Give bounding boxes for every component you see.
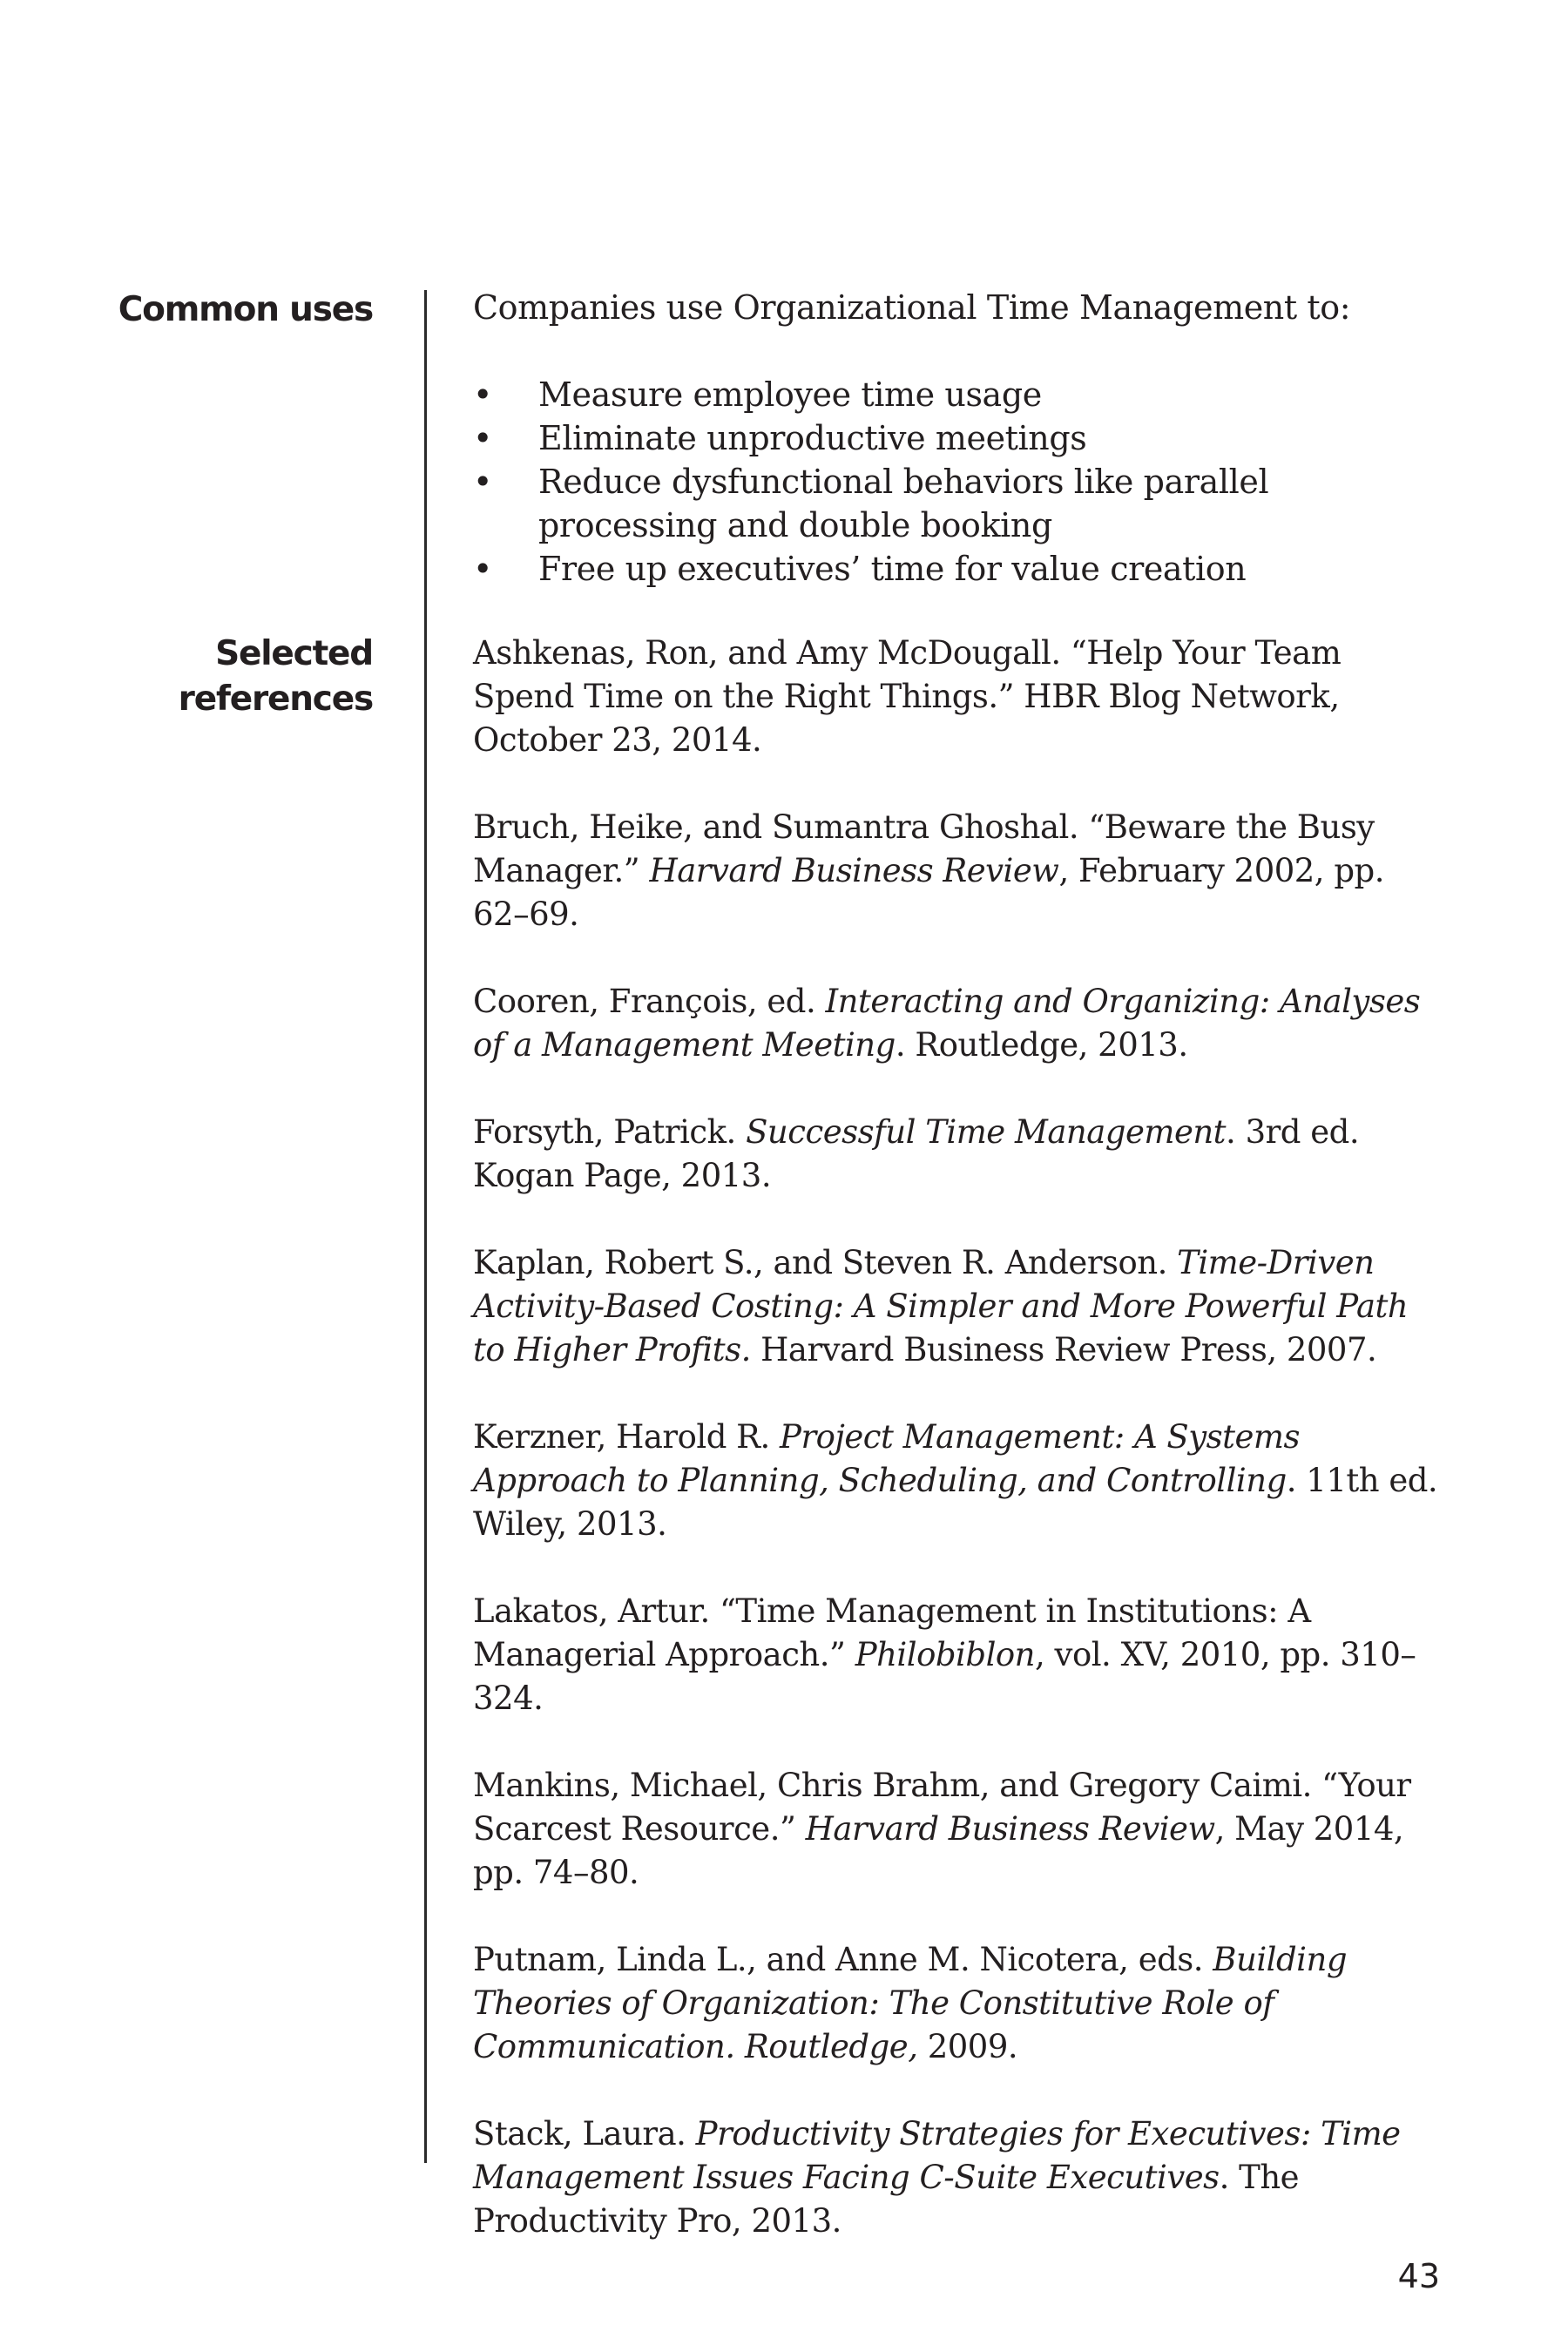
selected-references-label: Selected references xyxy=(178,634,373,719)
list-item: • Eliminate unproductive meetings xyxy=(473,416,1440,460)
reference-item: Bruch, Heike, and Sumantra Ghoshal. “Beware the Busy Manager.” Harvard Business Review, February 2002, pp. 62–69. xyxy=(473,808,1384,933)
reference-item: Ashkenas, Ron, and Amy McDougall. “Help Your Team Spend Time on the Right Things.” HBR Blog Network, October 23, 2014. xyxy=(473,634,1342,759)
reference-item: Putnam, Linda L., and Anne M. Nicotera, eds. Building Theories of Organization: The Constitutive Role of Communication. Routledge, 2009. xyxy=(473,1941,1348,2065)
bullet-icon: • xyxy=(473,550,493,588)
references-list xyxy=(473,632,1440,2287)
reference-item: Kaplan, Robert S., and Steven R. Anderson. Time-Driven Activity-Based Costing: A Simpler and More Powerful Path to Higher Profits. Harvard Business Review Press, 2007. xyxy=(473,1244,1409,1369)
page-number: 43 xyxy=(1397,2257,1440,2295)
reference-item: Mankins, Michael, Chris Brahm, and Gregory Caimi. “Your Scarcest Resource.” Harvard Business Review, May 2014, pp. 74–80. xyxy=(473,1767,1411,1891)
vertical-divider xyxy=(424,290,427,2163)
list-item: • Free up executives’ time for value creation xyxy=(473,547,1440,591)
list-item: • Measure employee time usage xyxy=(473,373,1440,416)
reference-item: Lakatos, Artur. “Time Management in Institutions: A Managerial Approach.” Philobiblon, vol. XV, 2010, pp. 310–324. xyxy=(473,1592,1416,1717)
common-uses-label xyxy=(59,287,373,333)
reference-item: Cooren, François, ed. Interacting and Organizing: Analyses of a Management Meeting. Routledge, 2013. xyxy=(473,983,1421,1064)
common-uses-list xyxy=(473,373,1440,591)
bullet-icon: • xyxy=(473,375,493,414)
list-item: • Reduce dysfunctional behaviors like parallel processing and double booking xyxy=(473,460,1440,547)
reference-item: Kerzner, Harold R. Project Management: A Systems Approach to Planning, Scheduling, and Controlling. 11th ed. Wiley, 2013. xyxy=(473,1418,1438,1543)
reference-item: Forsyth, Patrick. Successful Time Management. 3rd ed. Kogan Page, 2013. xyxy=(473,1113,1360,1194)
bullet-icon: • xyxy=(473,419,493,457)
bullet-icon: • xyxy=(473,463,493,501)
reference-item: Stack, Laura. Productivity Strategies for Executives: Time Management Issues Facing C-Suite Executives. The Productivity Pro, 2013. xyxy=(473,2115,1401,2240)
common-uses-label-text: Common uses xyxy=(118,290,373,329)
common-uses-intro: Companies use Organizational Time Management to: xyxy=(473,288,1351,327)
